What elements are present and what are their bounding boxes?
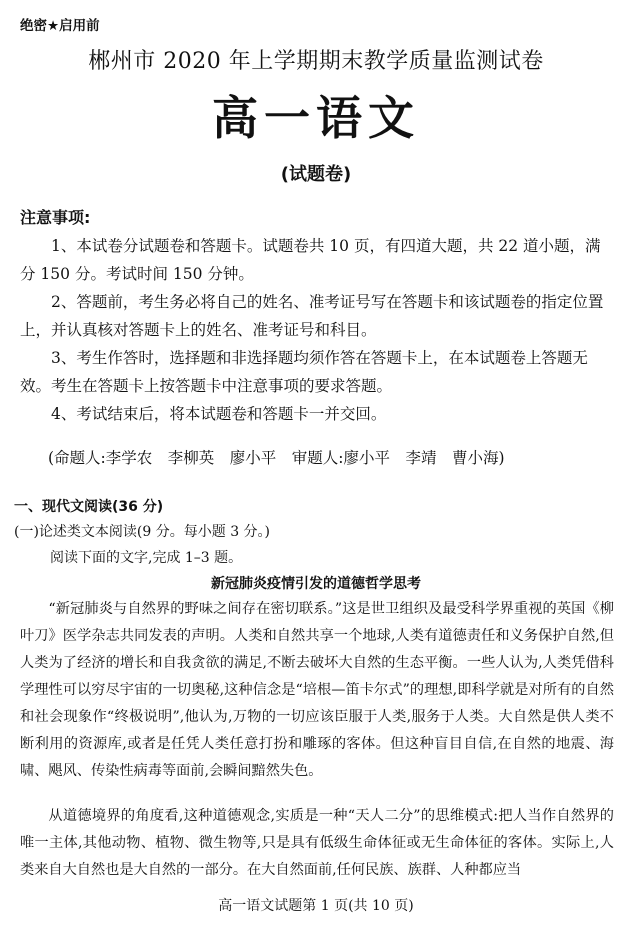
article-paragraph-2: 从道德境界的角度看,这种道德观念,实质是一种“天人二分”的思维模式:把人当作自然界的唯一主体,其他动物、植物、微生物等,只是具有低级生命体征或无生命体征的客体。实际上,人类来自大自然也是大自然的一部分。在大自然面前,任何民族、族群、人种都应当 xyxy=(20,808,614,878)
notice-heading: 注意事项: xyxy=(20,208,91,227)
notice-item-2: 2、答题前，考生务必将自己的姓名、准考证号写在答题卡和该试题卷的指定位置上，并认真核对答题卡上的姓名、准考证号和科目。 xyxy=(20,293,604,339)
page-footer: 高一语文试题第 1 页(共 10 页) xyxy=(218,898,414,914)
authors-line: (命题人:李学农 李柳英 廖小平 审题人:廖小平 李靖 曹小海) xyxy=(48,449,505,467)
notice-item-3: 3、考生作答时，选择题和非选择题均须作答在答题卡上，在本试题卷上答题无效。考生在答题卡上按答题卡中注意事项的要求答题。 xyxy=(20,349,588,395)
article-paragraph-1: “新冠肺炎与自然界的野味之间存在密切联系。”这是世卫组织及最受科学界重视的英国《柳叶刀》医学杂志共同发表的声明。人类和自然共享一个地球,人类有道德责任和义务保护自然,但人类为了经济的增长和自我贪欲的满足,不断去破坏大自然的生态平衡。一些人认为,人类凭借科学理性可以穷尽宇宙的一切奥秘,这种信念是“培根—笛卡尔式”的理想,即科学就是对所有的自然和社会现象作“终极说明”,他认为,万物的一切应该臣服于人类,服务于人类。大自然是供人类不断利用的资源库,或者是任凭人类任意打扮和雕琢的客体。但这种盲目自信,在自然的地震、海啸、飓风、传染性病毒等面前,会瞬间黯然失色。 xyxy=(20,601,614,779)
confidential-label: 绝密★启用前 xyxy=(20,18,100,34)
subject-title: 高一语文 xyxy=(212,91,420,145)
exam-title: 郴州市 2020 年上学期期末教学质量监测试卷 xyxy=(88,49,544,74)
article-title: 新冠肺炎疫情引发的道德哲学思考 xyxy=(211,576,421,592)
reading-instruction: 阅读下面的文字,完成 1–3 题。 xyxy=(50,550,243,566)
notice-item-4: 4、考试结束后，将本试题卷和答题卡一并交回。 xyxy=(51,405,387,423)
section-heading: 一、现代文阅读(36 分) xyxy=(14,499,164,515)
subsection-heading: (一)论述类文本阅读(9 分。每小题 3 分。) xyxy=(14,524,271,540)
notice-item-1: 1、本试卷分试题卷和答题卡。试题卷共 10 页，有四道大题，共 22 道小题，满分 150 分。考试时间 150 分钟。 xyxy=(20,237,601,283)
paper-type-label: (试题卷) xyxy=(280,164,352,185)
